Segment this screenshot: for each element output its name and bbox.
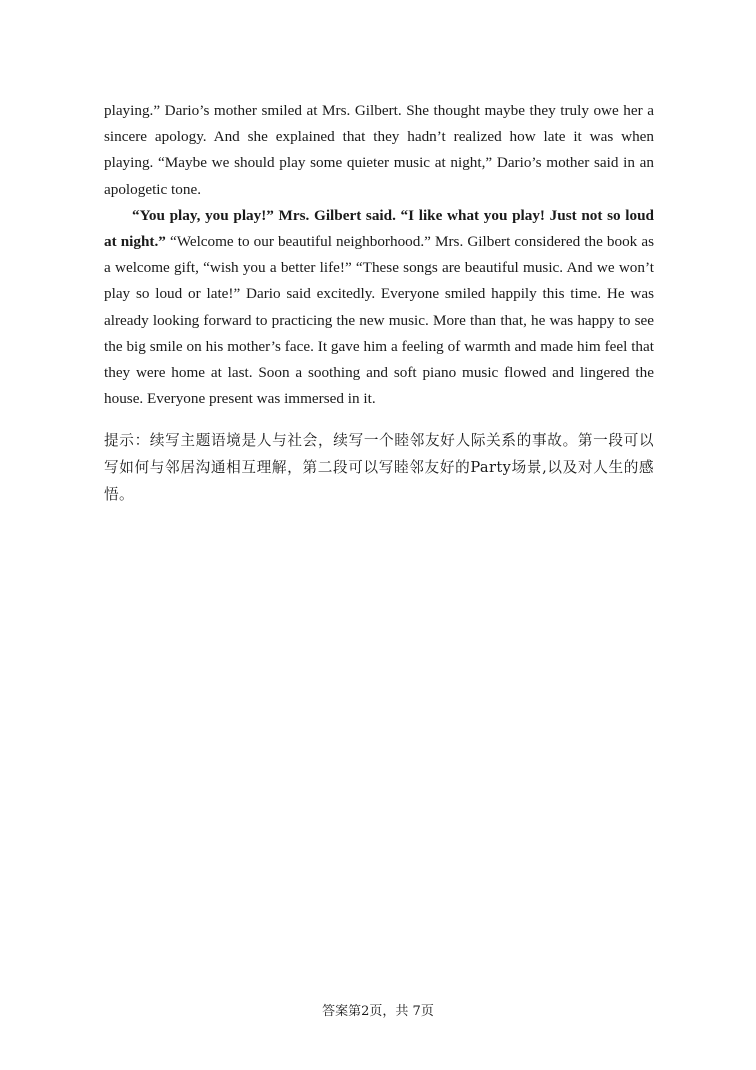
paragraph-dialogue	[104, 203, 654, 413]
paragraph-continuation: playing.” Dario’s mother smiled at Mrs. Gilbert. She thought maybe they truly owe her a sincere apology. And she explained that they hadn’t realized how late it was when playing. “Maybe we should play some quieter music at night,” Dario’s mother said in an apologetic tone.	[104, 102, 654, 198]
document-body	[104, 98, 654, 523]
bold-quote: “You play, you play!” Mrs. Gilbert said. “I like what you play! Just not so loud at night.”	[104, 206, 654, 251]
paragraph-dialogue-text: “Welcome to our beautiful neighborhood.” Mrs. Gilbert considered the book as a welcome gift, “wish you a better life!” “These songs are beautiful music. And we won’t play so loud or late!” Dario said excitedly. Everyone smiled happily this time. He was already looking forward to practicing the new music. More than that, he was happy to see the big smile on his mother’s face. It gave him a feeling of warmth and made him feel that they were home at last. Soon a soothing and soft piano music flowed and lingered the house. Everyone present was immersed in it.	[104, 233, 654, 408]
page-footer: 答案第2页，共 7页	[322, 1004, 434, 1019]
writing-hint: 提示：续写主题语境是人与社会，续写一个睦邻友好人际关系的事故。第一段可以写如何与邻居沟通相互理解，第二段可以写睦邻友好的Party场景,以及对人生的感悟。	[104, 432, 654, 504]
